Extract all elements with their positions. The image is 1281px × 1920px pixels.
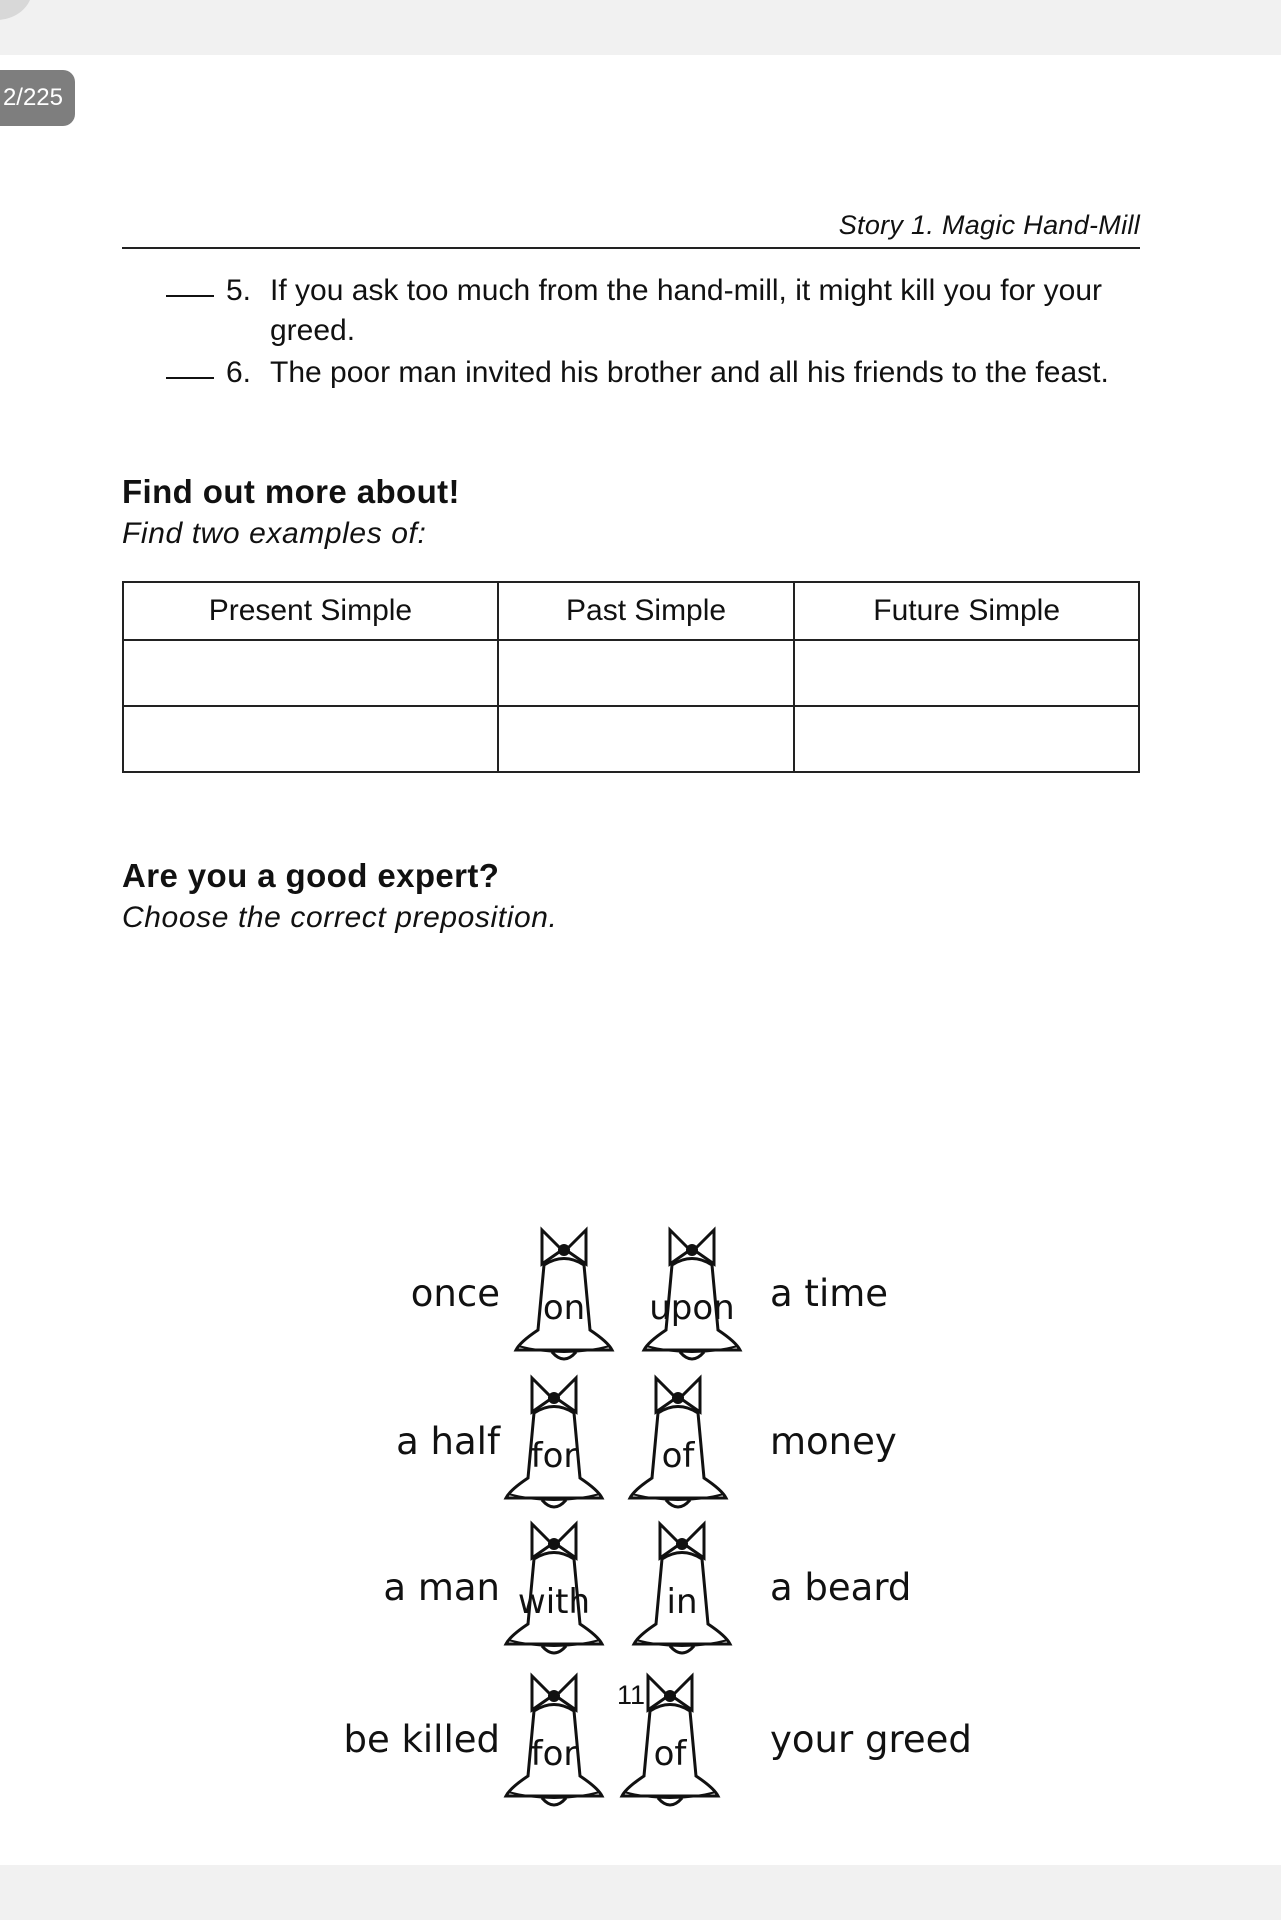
bell-word: for [530,1436,578,1476]
phrase-left: a half [396,1420,500,1463]
preposition-bells [122,1220,1140,1860]
bell-option[interactable] [618,1368,738,1518]
table-cell[interactable] [123,640,498,706]
viewer-top-bar [0,0,1281,55]
bell-word: of [661,1436,695,1476]
section-title-expert: Are you a good expert? [122,857,500,894]
table-row [123,640,1139,706]
document-page [122,210,1140,1774]
answer-blank[interactable] [166,353,214,379]
bell-word: with [517,1582,591,1622]
page-indicator: 2/225 [0,70,75,126]
bell-option[interactable] [494,1514,614,1664]
phrase-left: a man [383,1566,500,1609]
item-number: 5. [226,274,252,307]
column-header: Future Simple [794,582,1139,640]
bell-word: for [530,1734,578,1774]
bell-word: in [666,1582,698,1622]
phrase-left: be killed [343,1718,500,1761]
bell-word: upon [649,1288,735,1328]
bell-word: of [653,1734,687,1774]
page-number: 11 [616,1680,646,1710]
phrase-left: once [410,1272,500,1315]
true-false-list [122,271,1140,393]
answer-blank[interactable] [166,271,214,297]
table-cell[interactable] [794,640,1139,706]
viewer-corner-button[interactable] [0,0,32,20]
phrase-right: a time [770,1272,889,1315]
table-header-row [123,582,1139,640]
table-row [123,706,1139,772]
bell-row [122,1368,1140,1518]
table-cell[interactable] [123,706,498,772]
phrase-right: a beard [770,1566,912,1609]
table-cell[interactable] [498,640,794,706]
list-item [122,271,1140,351]
section-instruction-find-out: Find two examples of: [122,517,427,550]
viewer-bottom-bar [0,1865,1281,1920]
bell-option[interactable] [504,1220,624,1370]
bell-row [122,1220,1140,1370]
list-item [122,353,1140,393]
item-text: If you ask too much from the hand-mill, it might kill you for your greed. [270,274,1102,347]
column-header: Present Simple [123,582,498,640]
tense-table [122,581,1140,773]
phrase-right: your greed [770,1718,972,1761]
bell-word: on [542,1288,586,1328]
section-instruction-expert: Choose the correct preposition. [122,901,558,934]
table-cell[interactable] [794,706,1139,772]
column-header: Past Simple [498,582,794,640]
table-cell[interactable] [498,706,794,772]
bell-option[interactable] [632,1220,752,1370]
item-number: 6. [226,356,252,389]
running-header: Story 1. Magic Hand-Mill [122,210,1140,249]
phrase-right: money [770,1420,897,1463]
bell-option[interactable] [622,1514,742,1664]
bell-row [122,1514,1140,1664]
section-title-find-out: Find out more about! [122,473,460,510]
bell-option[interactable] [494,1368,614,1518]
item-text: The poor man invited his brother and all his friends to the feast. [270,356,1109,389]
